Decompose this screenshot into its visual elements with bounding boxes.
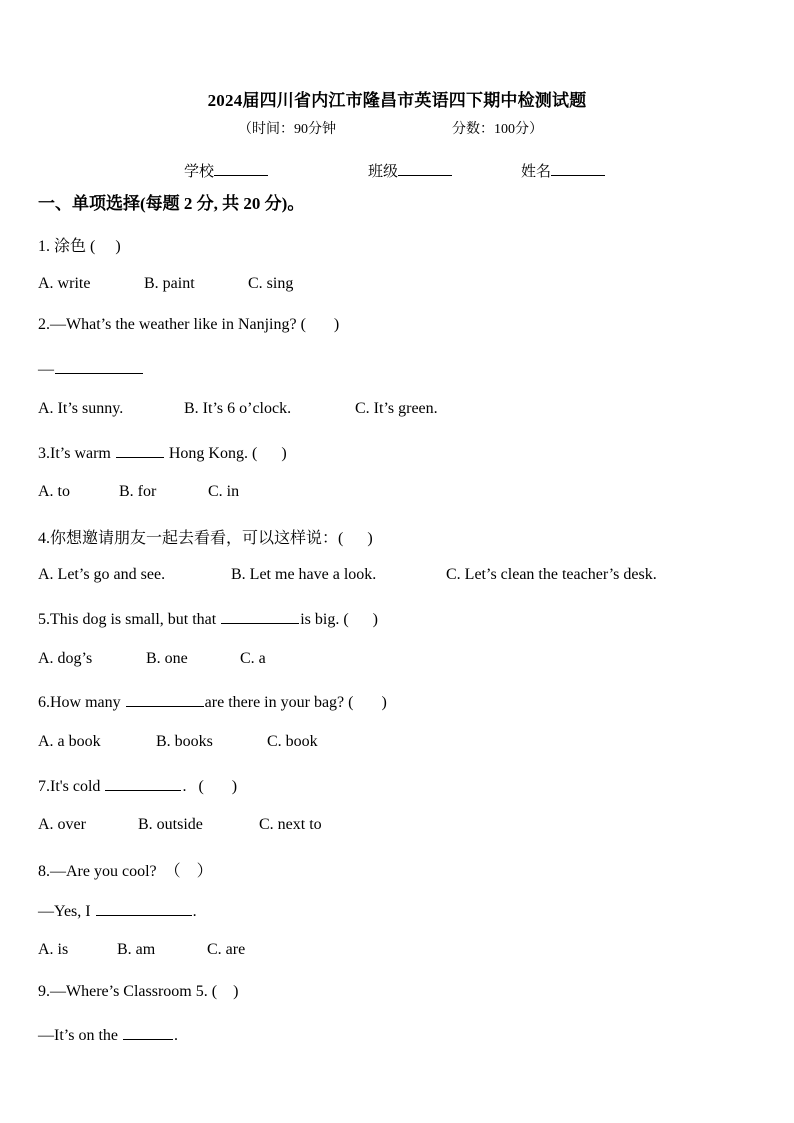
question-5-stem-post: is big. ( ) xyxy=(300,611,378,628)
question-5-stem-pre: 5.This dog is small, but that xyxy=(38,611,221,628)
question-3-stem xyxy=(38,442,287,463)
question-8-option-b: B. am xyxy=(117,941,156,958)
question-3-option-b: B. for xyxy=(119,483,157,500)
class-field xyxy=(368,160,452,181)
question-6-stem-post: are there in your bag? ( ) xyxy=(204,694,387,711)
question-8-reply xyxy=(38,900,197,921)
question-7-stem xyxy=(38,775,237,796)
question-8-option-a: A. is xyxy=(38,941,69,958)
question-7-stem-pre: 7.It's cold xyxy=(38,778,105,795)
question-3-option-a: A. to xyxy=(38,483,70,500)
question-3-blank xyxy=(116,442,164,458)
question-2-option-b: B. It’s 6 o’clock. xyxy=(184,400,292,417)
question-9-blank xyxy=(123,1024,173,1040)
question-2-reply xyxy=(38,358,144,379)
name-blank xyxy=(551,161,605,176)
question-4-option-b: B. Let me have a look. xyxy=(231,566,377,583)
name-field xyxy=(521,160,605,181)
question-5-option-c: C. a xyxy=(240,650,266,667)
exam-score: 分数：100分） xyxy=(452,122,543,137)
question-5-stem xyxy=(38,608,378,629)
school-field xyxy=(184,160,268,181)
question-5-option-b: B. one xyxy=(146,650,188,667)
question-4-option-c: C. Let’s clean the teacher’s desk. xyxy=(446,566,657,583)
class-blank xyxy=(398,161,452,176)
question-8-reply-post: . xyxy=(192,903,197,920)
question-8-stem: 8.—Are you cool? （ ） xyxy=(38,863,213,880)
question-1-option-b: B. paint xyxy=(144,275,195,292)
page-title: 2024届四川省内江市隆昌市英语四下期中检测试题 xyxy=(207,91,587,110)
school-blank xyxy=(214,161,268,176)
question-6-option-a: A. a book xyxy=(38,733,101,750)
school-label: 学校 xyxy=(184,164,215,180)
question-3-option-c: C. in xyxy=(208,483,240,500)
question-9-stem: 9.—Where’s Classroom 5. ( ) xyxy=(38,983,239,1000)
question-9-reply-pre: —It’s on the xyxy=(38,1027,122,1044)
question-3-stem-pre: 3.It’s warm xyxy=(38,445,115,462)
question-1-stem: 1. 涂色 ( ) xyxy=(38,238,121,255)
question-7-option-c: C. next to xyxy=(259,816,322,833)
name-label: 姓名 xyxy=(521,164,552,180)
question-6-stem xyxy=(38,691,387,712)
question-9-reply xyxy=(38,1024,178,1045)
question-7-stem-post: . ( ) xyxy=(182,778,238,795)
question-2-option-c: C. It’s green. xyxy=(355,400,438,417)
question-4-option-a: A. Let’s go and see. xyxy=(38,566,166,583)
question-8-reply-pre: —Yes, I xyxy=(38,903,95,920)
question-2-option-a: A. It’s sunny. xyxy=(38,400,124,417)
class-label: 班级 xyxy=(368,164,399,180)
question-6-option-b: B. books xyxy=(156,733,213,750)
section-heading: 一、单项选择(每题 2 分, 共 20 分)。 xyxy=(38,194,305,213)
question-2-blank xyxy=(55,358,143,374)
question-2-reply-dash: — xyxy=(38,361,54,378)
question-1-option-a: A. write xyxy=(38,275,91,292)
question-6-blank xyxy=(126,691,204,707)
question-7-blank xyxy=(105,775,181,791)
question-6-option-c: C. book xyxy=(267,733,318,750)
question-7-option-a: A. over xyxy=(38,816,86,833)
exam-time: （时间：90分钟 xyxy=(238,122,336,137)
question-8-blank xyxy=(96,900,192,916)
question-4-stem: 4.你想邀请朋友一起去看看，可以这样说：( ) xyxy=(38,530,373,547)
question-3-stem-post: Hong Kong. ( ) xyxy=(164,445,287,462)
question-1-option-c: C. sing xyxy=(248,275,294,292)
question-8-option-c: C. are xyxy=(207,941,246,958)
question-5-option-a: A. dog’s xyxy=(38,650,93,667)
question-9-reply-post: . xyxy=(174,1027,178,1044)
question-6-stem-pre: 6.How many xyxy=(38,694,125,711)
question-7-option-b: B. outside xyxy=(138,816,203,833)
question-5-blank xyxy=(221,608,299,624)
question-2-stem: 2.—What’s the weather like in Nanjing? ( ) xyxy=(38,316,340,333)
